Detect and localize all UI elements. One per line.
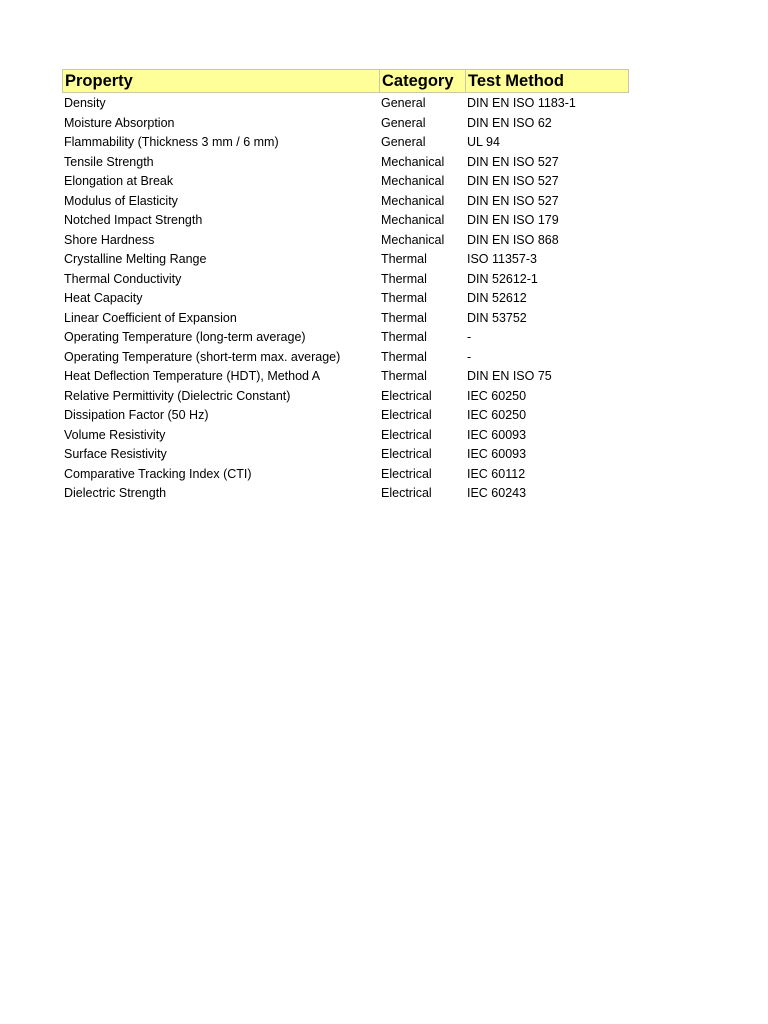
cell-category: Electrical bbox=[381, 427, 432, 442]
cell-property: Elongation at Break bbox=[64, 174, 174, 188]
cell-test-method: IEC 60243 bbox=[467, 486, 527, 500]
cell-test-method: - bbox=[467, 330, 472, 344]
cell-category: Mechanical bbox=[381, 232, 445, 247]
cell-category: Thermal bbox=[381, 369, 427, 383]
cell-category: Electrical bbox=[381, 408, 432, 422]
cell-property: Flammability (Thickness 3 mm / 6 mm) bbox=[64, 135, 279, 149]
cell-property: Notched Impact Strength bbox=[64, 213, 203, 227]
cell-category: Mechanical bbox=[381, 193, 445, 208]
cell-test-method: DIN EN ISO 868 bbox=[467, 232, 559, 247]
header-property: Property bbox=[63, 70, 380, 92]
cell-test-method: DIN EN ISO 527 bbox=[467, 174, 559, 188]
cell-test-method: DIN 52612-1 bbox=[467, 271, 538, 286]
cell-test-method: IEC 60093 bbox=[467, 427, 527, 442]
cell-test-method: IEC 60093 bbox=[467, 447, 527, 461]
cell-property: Comparative Tracking Index (CTI) bbox=[64, 466, 252, 481]
table-header-row bbox=[62, 69, 629, 93]
table-row bbox=[62, 211, 629, 231]
table-row bbox=[62, 387, 629, 407]
table-row bbox=[62, 270, 629, 290]
table-row bbox=[62, 465, 629, 485]
table-row bbox=[62, 192, 629, 212]
cell-property: Surface Resistivity bbox=[64, 447, 167, 461]
cell-test-method: IEC 60250 bbox=[467, 388, 527, 403]
cell-property: Tensile Strength bbox=[64, 154, 154, 169]
cell-test-method: DIN EN ISO 1183-1 bbox=[467, 96, 576, 110]
cell-category: Mechanical bbox=[381, 213, 445, 227]
cell-test-method: DIN EN ISO 527 bbox=[467, 154, 559, 169]
cell-property: Volume Resistivity bbox=[64, 427, 166, 442]
cell-category: General bbox=[381, 135, 426, 149]
cell-test-method: UL 94 bbox=[467, 135, 500, 149]
table-row bbox=[62, 231, 629, 251]
cell-property: Relative Permittivity (Dielectric Constant) bbox=[64, 388, 291, 403]
cell-category: Thermal bbox=[381, 252, 427, 266]
cell-property: Density bbox=[64, 96, 106, 110]
cell-test-method: - bbox=[467, 349, 472, 364]
cell-category: Thermal bbox=[381, 330, 427, 344]
cell-category: Thermal bbox=[381, 271, 427, 286]
table-row bbox=[62, 426, 629, 446]
cell-property: Thermal Conductivity bbox=[64, 271, 182, 286]
cell-category: General bbox=[381, 96, 426, 110]
cell-test-method: DIN EN ISO 527 bbox=[467, 193, 559, 208]
cell-test-method: DIN 52612 bbox=[467, 291, 527, 305]
cell-category: Electrical bbox=[381, 388, 432, 403]
cell-category: Electrical bbox=[381, 466, 432, 481]
table-body bbox=[62, 94, 629, 504]
cell-test-method: DIN EN ISO 179 bbox=[467, 213, 559, 227]
cell-property: Crystalline Melting Range bbox=[64, 252, 207, 266]
table-row bbox=[62, 328, 629, 348]
cell-property: Heat Capacity bbox=[64, 291, 143, 305]
table-row bbox=[62, 289, 629, 309]
cell-property: Operating Temperature (short-term max. average) bbox=[64, 349, 341, 364]
cell-property: Heat Deflection Temperature (HDT), Method A bbox=[64, 369, 321, 383]
cell-property: Shore Hardness bbox=[64, 232, 155, 247]
cell-test-method: ISO 11357-3 bbox=[467, 252, 537, 266]
table-row bbox=[62, 133, 629, 153]
header-category: Category bbox=[380, 70, 466, 92]
properties-table bbox=[62, 69, 629, 504]
cell-test-method: IEC 60112 bbox=[467, 466, 526, 481]
table-row bbox=[62, 250, 629, 270]
header-test-method: Test Method bbox=[468, 72, 564, 90]
cell-category: Electrical bbox=[381, 486, 432, 500]
cell-category: Thermal bbox=[381, 349, 427, 364]
table-row bbox=[62, 445, 629, 465]
cell-property: Dissipation Factor (50 Hz) bbox=[64, 408, 209, 422]
cell-category: Mechanical bbox=[381, 154, 445, 169]
cell-property: Dielectric Strength bbox=[64, 486, 167, 500]
table-row bbox=[62, 94, 629, 114]
cell-test-method: DIN EN ISO 75 bbox=[467, 369, 552, 383]
cell-property: Moisture Absorption bbox=[64, 115, 175, 130]
table-row bbox=[62, 367, 629, 387]
cell-property: Modulus of Elasticity bbox=[64, 193, 178, 208]
cell-property: Linear Coefficient of Expansion bbox=[64, 310, 237, 325]
table-row bbox=[62, 348, 629, 368]
cell-category: Thermal bbox=[381, 310, 427, 325]
table-row bbox=[62, 484, 629, 504]
table-row bbox=[62, 114, 629, 134]
cell-category: Mechanical bbox=[381, 174, 445, 188]
cell-test-method: IEC 60250 bbox=[467, 408, 527, 422]
table-row bbox=[62, 406, 629, 426]
table-row bbox=[62, 172, 629, 192]
cell-category: Thermal bbox=[381, 291, 427, 305]
cell-category: Electrical bbox=[381, 447, 432, 461]
cell-property: Operating Temperature (long-term average) bbox=[64, 330, 306, 344]
cell-category: General bbox=[381, 115, 426, 130]
cell-test-method: DIN 53752 bbox=[467, 310, 527, 325]
table-row bbox=[62, 309, 629, 329]
table-row bbox=[62, 153, 629, 173]
cell-test-method: DIN EN ISO 62 bbox=[467, 115, 552, 130]
